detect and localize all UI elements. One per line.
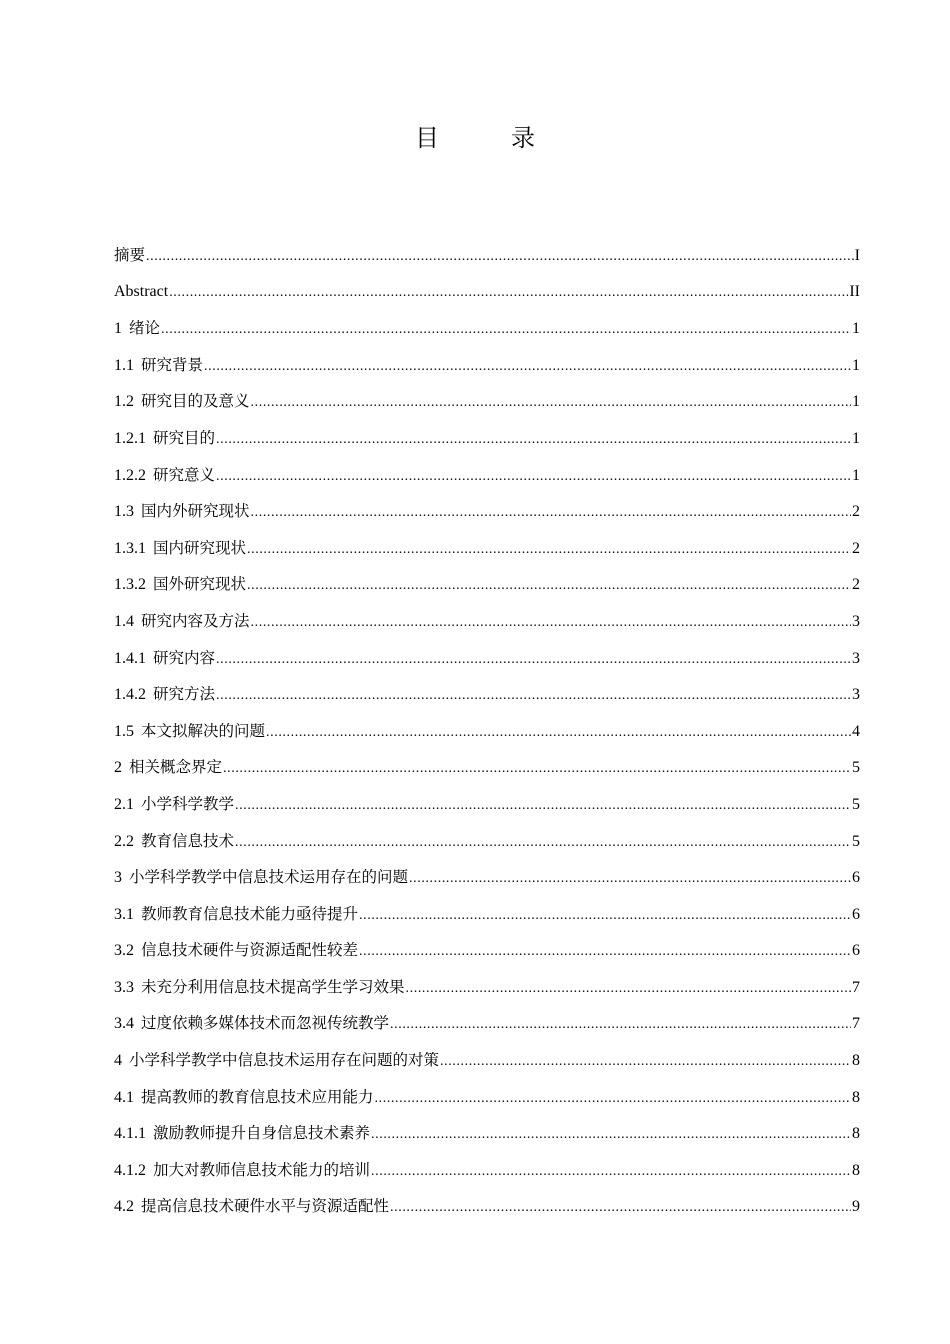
toc-entry-label: 研究内容 (153, 648, 216, 667)
toc-page-number: 7 (852, 1015, 860, 1033)
toc-dot-leader (247, 568, 851, 605)
toc-dot-leader (146, 239, 854, 276)
toc-dot-leader (371, 1154, 851, 1191)
toc-page-number: 1 (852, 466, 860, 484)
toc-entry-label: 研究内容及方法 (141, 611, 250, 630)
toc-entry-number: 1.4.2 (114, 686, 146, 704)
toc-dot-leader (216, 422, 851, 459)
toc-dot-leader (266, 715, 851, 752)
toc-page-number: 1 (852, 393, 860, 411)
toc-entry-text (114, 823, 234, 861)
toc-page-number: 3 (852, 612, 860, 630)
toc-page-number: 5 (852, 795, 860, 813)
toc-entry-label: 本文拟解决的问题 (141, 721, 266, 740)
toc-page-number: 6 (852, 942, 860, 960)
toc-page-number: 6 (852, 869, 860, 887)
toc-entry[interactable] (114, 676, 860, 713)
toc-entry-text (114, 786, 234, 824)
toc-entry-label: 国内研究现状 (153, 538, 247, 557)
toc-entry-text (114, 566, 246, 604)
toc-entry-text (114, 640, 215, 678)
toc-entry-text (114, 1115, 370, 1153)
toc-page-number: 3 (852, 649, 860, 667)
toc-dot-leader (409, 861, 851, 898)
toc-entry[interactable] (114, 603, 860, 640)
toc-entry-text (114, 749, 222, 787)
toc-entry-label: 教育信息技术 (141, 831, 235, 850)
toc-entry-number: 1.3 (114, 503, 134, 521)
toc-entry[interactable] (114, 274, 860, 311)
toc-entry-number: 3.4 (114, 1015, 134, 1033)
toc-page-number: 6 (852, 905, 860, 923)
toc-entry-number: 1.2 (114, 393, 134, 411)
toc-entry-label: 研究意义 (153, 465, 216, 484)
toc-entry-text (114, 457, 215, 495)
toc-entry[interactable] (114, 457, 860, 494)
toc-dot-leader (406, 971, 851, 1008)
toc-entry-text (114, 1079, 374, 1117)
toc-entry[interactable] (114, 310, 860, 347)
toc-entry-label: Abstract (114, 282, 169, 300)
toc-entry[interactable] (114, 1188, 860, 1225)
toc-list (114, 237, 860, 1225)
toc-entry-number: 3.1 (114, 905, 134, 923)
toc-entry-label: 国内外研究现状 (141, 502, 250, 521)
toc-page-number: 8 (852, 1088, 860, 1106)
toc-entry[interactable] (114, 896, 860, 933)
toc-entry-text (114, 713, 265, 751)
toc-dot-leader (390, 1190, 851, 1227)
toc-dot-leader (251, 495, 851, 532)
toc-entry[interactable] (114, 859, 860, 896)
toc-dot-leader (251, 605, 851, 642)
toc-entry[interactable] (114, 640, 860, 677)
toc-page-number: 4 (852, 722, 860, 740)
toc-entry-text (114, 896, 358, 934)
toc-entry-number: 1.1 (114, 356, 134, 374)
toc-entry-label: 小学科学教学中信息技术运用存在的问题 (129, 868, 409, 887)
toc-entry-label: 摘要 (114, 246, 146, 264)
toc-page-number: II (849, 282, 860, 300)
toc-entry[interactable] (114, 493, 860, 530)
toc-entry-label: 加大对教师信息技术能力的培训 (153, 1160, 371, 1179)
toc-entry-number: 1.3.2 (114, 576, 146, 594)
toc-dot-leader (161, 312, 851, 349)
toc-entry-label: 提高信息技术硬件水平与资源适配性 (141, 1197, 390, 1216)
toc-dot-leader (359, 898, 851, 935)
toc-entry-text (114, 310, 160, 348)
toc-page-number: 8 (852, 1052, 860, 1070)
toc-entry-number: 2.1 (114, 795, 134, 813)
toc-entry-text (114, 1005, 389, 1043)
toc-entry-text (114, 274, 168, 311)
toc-entry-number: 2 (114, 759, 122, 777)
toc-entry-number: 3 (114, 869, 122, 887)
toc-page-number: 1 (852, 429, 860, 447)
toc-entry-number: 4 (114, 1052, 122, 1070)
toc-page-number: 2 (852, 503, 860, 521)
toc-dot-leader (169, 275, 848, 312)
toc-page-number: 9 (852, 1198, 860, 1216)
toc-entry-text (114, 676, 215, 714)
toc-entry-number: 2.2 (114, 832, 134, 850)
toc-entry[interactable] (114, 749, 860, 786)
toc-entry-number: 1.4 (114, 612, 134, 630)
toc-entry[interactable] (114, 383, 860, 420)
toc-entry-number: 4.2 (114, 1198, 134, 1216)
toc-page-number: 5 (852, 759, 860, 777)
toc-entry-number: 1.3.1 (114, 539, 146, 557)
toc-dot-leader (375, 1081, 851, 1118)
toc-entry[interactable] (114, 969, 860, 1006)
toc-page-number: 7 (852, 978, 860, 996)
toc-entry-label: 研究目的 (153, 428, 216, 447)
toc-dot-leader (251, 385, 851, 422)
toc-entry-text (114, 1042, 439, 1080)
toc-entry-text (114, 969, 405, 1007)
toc-entry-number: 3.2 (114, 942, 134, 960)
toc-page-number: 2 (852, 539, 860, 557)
toc-entry-number: 4.1.2 (114, 1161, 146, 1179)
toc-page-number: 3 (852, 686, 860, 704)
toc-entry-label: 研究方法 (153, 685, 216, 704)
toc-entry[interactable] (114, 237, 860, 274)
toc-page-number: 1 (852, 320, 860, 338)
toc-entry-number: 4.1 (114, 1088, 134, 1106)
toc-entry-text (114, 493, 250, 531)
toc-entry[interactable] (114, 1005, 860, 1042)
toc-entry[interactable] (114, 420, 860, 457)
toc-entry-number: 1 (114, 320, 122, 338)
toc-entry-label: 未充分利用信息技术提高学生学习效果 (141, 977, 405, 996)
toc-entry-label: 小学科学教学 (141, 794, 235, 813)
toc-entry-label: 教师教育信息技术能力亟待提升 (141, 904, 359, 923)
toc-entry-label: 信息技术硬件与资源适配性较差 (141, 941, 359, 960)
toc-dot-leader (440, 1044, 851, 1081)
toc-entry-number: 1.5 (114, 722, 134, 740)
toc-dot-leader (223, 751, 851, 788)
toc-entry-text (114, 383, 250, 421)
toc-entry-number: 1.2.1 (114, 429, 146, 447)
toc-entry[interactable] (114, 1115, 860, 1152)
toc-entry[interactable] (114, 530, 860, 567)
toc-entry-label: 研究背景 (141, 355, 204, 374)
toc-page-number: 5 (852, 832, 860, 850)
toc-dot-leader (235, 825, 851, 862)
toc-entry-text (114, 237, 145, 275)
toc-entry-label: 国外研究现状 (153, 575, 247, 594)
toc-dot-leader (390, 1007, 851, 1044)
toc-entry[interactable] (114, 713, 860, 750)
toc-dot-leader (371, 1117, 851, 1154)
toc-dot-leader (247, 532, 851, 569)
toc-entry-label: 小学科学教学中信息技术运用存在问题的对策 (129, 1051, 440, 1070)
toc-entry[interactable] (114, 1042, 860, 1079)
toc-entry[interactable] (114, 566, 860, 603)
toc-entry-text (114, 420, 215, 458)
toc-dot-leader (216, 642, 851, 679)
toc-title: 目 录 (415, 124, 559, 152)
toc-entry-text (114, 603, 250, 641)
toc-entry-number: 4.1.1 (114, 1125, 146, 1143)
toc-entry-label: 研究目的及意义 (141, 392, 250, 411)
toc-page-number: 2 (852, 576, 860, 594)
toc-entry[interactable] (114, 1079, 860, 1116)
toc-entry-text (114, 1188, 389, 1226)
toc-entry-label: 激励教师提升自身信息技术素养 (153, 1124, 371, 1143)
toc-page-number: 8 (852, 1125, 860, 1143)
toc-entry-text (114, 1152, 370, 1190)
toc-entry[interactable] (114, 932, 860, 969)
toc-dot-leader (235, 788, 851, 825)
toc-entry[interactable] (114, 823, 860, 860)
toc-entry[interactable] (114, 347, 860, 384)
toc-entry-label: 过度依赖多媒体技术而忽视传统教学 (141, 1014, 390, 1033)
toc-entry-label: 绪论 (129, 319, 161, 338)
toc-entry-number: 1.4.1 (114, 649, 146, 667)
toc-entry-text (114, 347, 203, 385)
toc-entry[interactable] (114, 1152, 860, 1189)
toc-entry-number: 1.2.2 (114, 466, 146, 484)
toc-entry-label: 提高教师的教育信息技术应用能力 (141, 1087, 374, 1106)
toc-entry-number: 3.3 (114, 978, 134, 996)
toc-page-number: 1 (852, 356, 860, 374)
toc-dot-leader (359, 934, 851, 971)
toc-dot-leader (216, 678, 851, 715)
toc-entry[interactable] (114, 786, 860, 823)
toc-page-number: I (854, 247, 860, 264)
toc-entry-label: 相关概念界定 (129, 758, 223, 777)
toc-entry-text (114, 932, 358, 970)
toc-dot-leader (204, 349, 851, 386)
toc-page-number: 8 (852, 1161, 860, 1179)
toc-entry-text (114, 530, 246, 568)
toc-dot-leader (216, 459, 851, 496)
toc-entry-text (114, 859, 408, 897)
